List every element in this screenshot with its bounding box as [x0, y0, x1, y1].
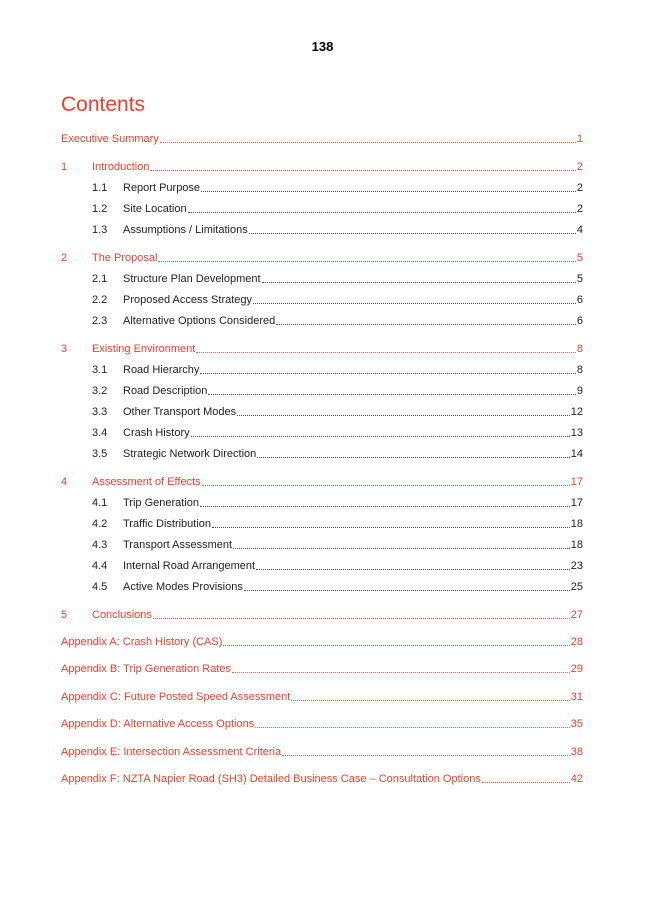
toc-entry-page: 5: [576, 252, 583, 264]
toc-entry-title: Appendix C: Future Posted Speed Assessment: [61, 691, 291, 703]
toc-entry-page: 25: [570, 581, 583, 593]
toc-entry[interactable]: [61, 312, 583, 328]
dot-leader: [253, 303, 576, 304]
toc-entry-title: Appendix D: Alternative Access Options: [61, 718, 255, 730]
toc-entry-title: Appendix A: Crash History (CAS): [61, 636, 223, 648]
toc-entry-page: 18: [570, 539, 583, 551]
toc-entry[interactable]: [61, 494, 583, 510]
toc-entry-title: Appendix B: Trip Generation Rates: [61, 663, 231, 675]
toc-entry-number: 1: [61, 161, 68, 173]
toc-entry-page: 13: [570, 427, 583, 439]
toc-entry[interactable]: [61, 688, 583, 704]
toc-entry-page: 2: [576, 161, 583, 173]
toc-entry-title: Road Description: [123, 385, 208, 397]
dot-leader: [237, 415, 570, 416]
toc-entry-number: 2.1: [92, 273, 108, 285]
toc-entry-number: 4: [61, 476, 68, 488]
dot-leader: [256, 569, 570, 570]
toc-entry[interactable]: [61, 291, 583, 307]
toc-entry-number: 3.1: [92, 364, 108, 376]
dot-leader: [208, 394, 576, 395]
dot-leader: [255, 727, 570, 728]
toc-entry-number: 4.5: [92, 581, 108, 593]
dot-leader: [249, 233, 576, 234]
dot-leader: [202, 485, 570, 486]
toc-entry-title: Appendix E: Intersection Assessment Criteria: [61, 746, 282, 758]
toc-entry-title: Report Purpose: [123, 182, 201, 194]
dot-leader: [200, 373, 575, 374]
toc-entry[interactable]: [61, 158, 583, 174]
toc-entry[interactable]: [61, 473, 583, 489]
toc-entry[interactable]: [61, 221, 583, 237]
toc-entry-title: The Proposal: [92, 252, 158, 264]
dot-leader: [232, 672, 570, 673]
dot-leader: [212, 527, 570, 528]
toc-entry-number: 1.1: [92, 182, 108, 194]
toc-entry[interactable]: [61, 743, 583, 759]
toc-entry-page: 1: [576, 133, 583, 145]
toc-entry-number: 4.2: [92, 518, 108, 530]
toc-entry-page: 5: [576, 273, 583, 285]
toc-entry[interactable]: [61, 382, 583, 398]
dot-leader: [200, 506, 570, 507]
toc-entry[interactable]: [61, 130, 583, 146]
toc-entry[interactable]: [61, 536, 583, 552]
toc-entry-title: Strategic Network Direction: [123, 448, 257, 460]
toc-entry-number: 2.3: [92, 315, 108, 327]
toc-entry-number: 4.3: [92, 539, 108, 551]
toc-entry-page: 17: [570, 497, 583, 509]
toc-entry-title: Appendix F: NZTA Napier Road (SH3) Detailed Business Case – Consultation Options: [61, 773, 481, 785]
toc-entry-title: Site Location: [123, 203, 187, 215]
toc-entry-number: 4.4: [92, 560, 108, 572]
toc-entry-page: 17: [570, 476, 583, 488]
dot-leader: [158, 261, 575, 262]
toc-entry-title: Introduction: [92, 161, 150, 173]
toc-entry-page: 12: [570, 406, 583, 418]
toc-entry-title: Assumptions / Limitations: [123, 224, 248, 236]
dot-leader: [223, 645, 569, 646]
dot-leader: [276, 324, 576, 325]
toc-entry[interactable]: [61, 633, 583, 649]
dot-leader: [160, 142, 576, 143]
dot-leader: [191, 436, 570, 437]
toc-entry[interactable]: [61, 606, 583, 622]
toc-entry[interactable]: [61, 715, 583, 731]
dot-leader: [244, 590, 570, 591]
toc-entry[interactable]: [61, 270, 583, 286]
dot-leader: [196, 352, 576, 353]
dot-leader: [150, 170, 575, 171]
toc-entry-number: 3.4: [92, 427, 108, 439]
toc-entry-number: 4.1: [92, 497, 108, 509]
toc-entry-page: 23: [570, 560, 583, 572]
toc-entry-page: 35: [570, 718, 583, 730]
toc-entry[interactable]: [61, 361, 583, 377]
toc-entry-page: 18: [570, 518, 583, 530]
toc-entry[interactable]: [61, 340, 583, 356]
toc-entry-title: Proposed Access Strategy: [123, 294, 253, 306]
dot-leader: [153, 618, 570, 619]
toc-entry[interactable]: [61, 515, 583, 531]
toc-entry-title: Existing Environment: [92, 343, 196, 355]
toc-entry-page: 28: [570, 636, 583, 648]
toc-entry-title: Conclusions: [92, 609, 152, 621]
toc-entry-title: Alternative Options Considered: [123, 315, 276, 327]
dot-leader: [282, 755, 570, 756]
toc-entry[interactable]: [61, 557, 583, 573]
toc-entry-number: 3.2: [92, 385, 108, 397]
toc-entry[interactable]: [61, 424, 583, 440]
toc-entry-page: 6: [576, 294, 583, 306]
toc-entry-title: Road Hierarchy: [123, 364, 200, 376]
toc-entry[interactable]: [61, 179, 583, 195]
toc-entry-page: 42: [570, 773, 583, 785]
toc-entry-title: Other Transport Modes: [123, 406, 237, 418]
dot-leader: [188, 212, 576, 213]
toc-entry-number: 2: [61, 252, 68, 264]
toc-entry-number: 3.5: [92, 448, 108, 460]
toc-entry-title: Internal Road Arrangement: [123, 560, 256, 572]
toc-entry-title: Structure Plan Development: [123, 273, 261, 285]
toc-entry[interactable]: [61, 200, 583, 216]
toc-entry-page: 8: [576, 364, 583, 376]
toc-entry-page: 9: [576, 385, 583, 397]
toc-entry-title: Active Modes Provisions: [123, 581, 243, 593]
toc-entry[interactable]: [61, 770, 583, 786]
dot-leader: [233, 548, 570, 549]
dot-leader: [291, 700, 569, 701]
dot-leader: [262, 282, 576, 283]
toc-entry[interactable]: [61, 660, 583, 676]
toc-entry-page: 29: [570, 663, 583, 675]
toc-entry-page: 4: [576, 224, 583, 236]
toc-entry-title: Transport Assessment: [123, 539, 233, 551]
toc-entry[interactable]: [61, 578, 583, 594]
toc-entry-title: Assessment of Effects: [92, 476, 201, 488]
toc-entry-page: 38: [570, 746, 583, 758]
toc-entry[interactable]: [61, 403, 583, 419]
page-title: Contents: [61, 93, 146, 116]
toc-entry[interactable]: [61, 249, 583, 265]
toc-entry[interactable]: [61, 445, 583, 461]
toc-entry-number: 3.3: [92, 406, 108, 418]
toc-entry-number: 1.2: [92, 203, 108, 215]
toc-entry-page: 2: [576, 182, 583, 194]
toc-entry-page: 8: [576, 343, 583, 355]
toc-entry-page: 14: [570, 448, 583, 460]
dot-leader: [257, 457, 569, 458]
toc-entry-number: 1.3: [92, 224, 108, 236]
toc-entry-title: Crash History: [123, 427, 190, 439]
toc-entry-title: Executive Summary: [61, 133, 159, 145]
dot-leader: [201, 191, 576, 192]
page-number: 138: [311, 39, 334, 54]
toc-entry-title: Traffic Distribution: [123, 518, 212, 530]
dot-leader: [482, 782, 570, 783]
toc-entry-number: 2.2: [92, 294, 108, 306]
toc-entry-page: 2: [576, 203, 583, 215]
toc-entry-number: 5: [61, 609, 68, 621]
toc-entry-page: 31: [570, 691, 583, 703]
toc-entry-title: Trip Generation: [123, 497, 200, 509]
toc-entry-number: 3: [61, 343, 68, 355]
toc-entry-page: 6: [576, 315, 583, 327]
toc-entry-page: 27: [570, 609, 583, 621]
